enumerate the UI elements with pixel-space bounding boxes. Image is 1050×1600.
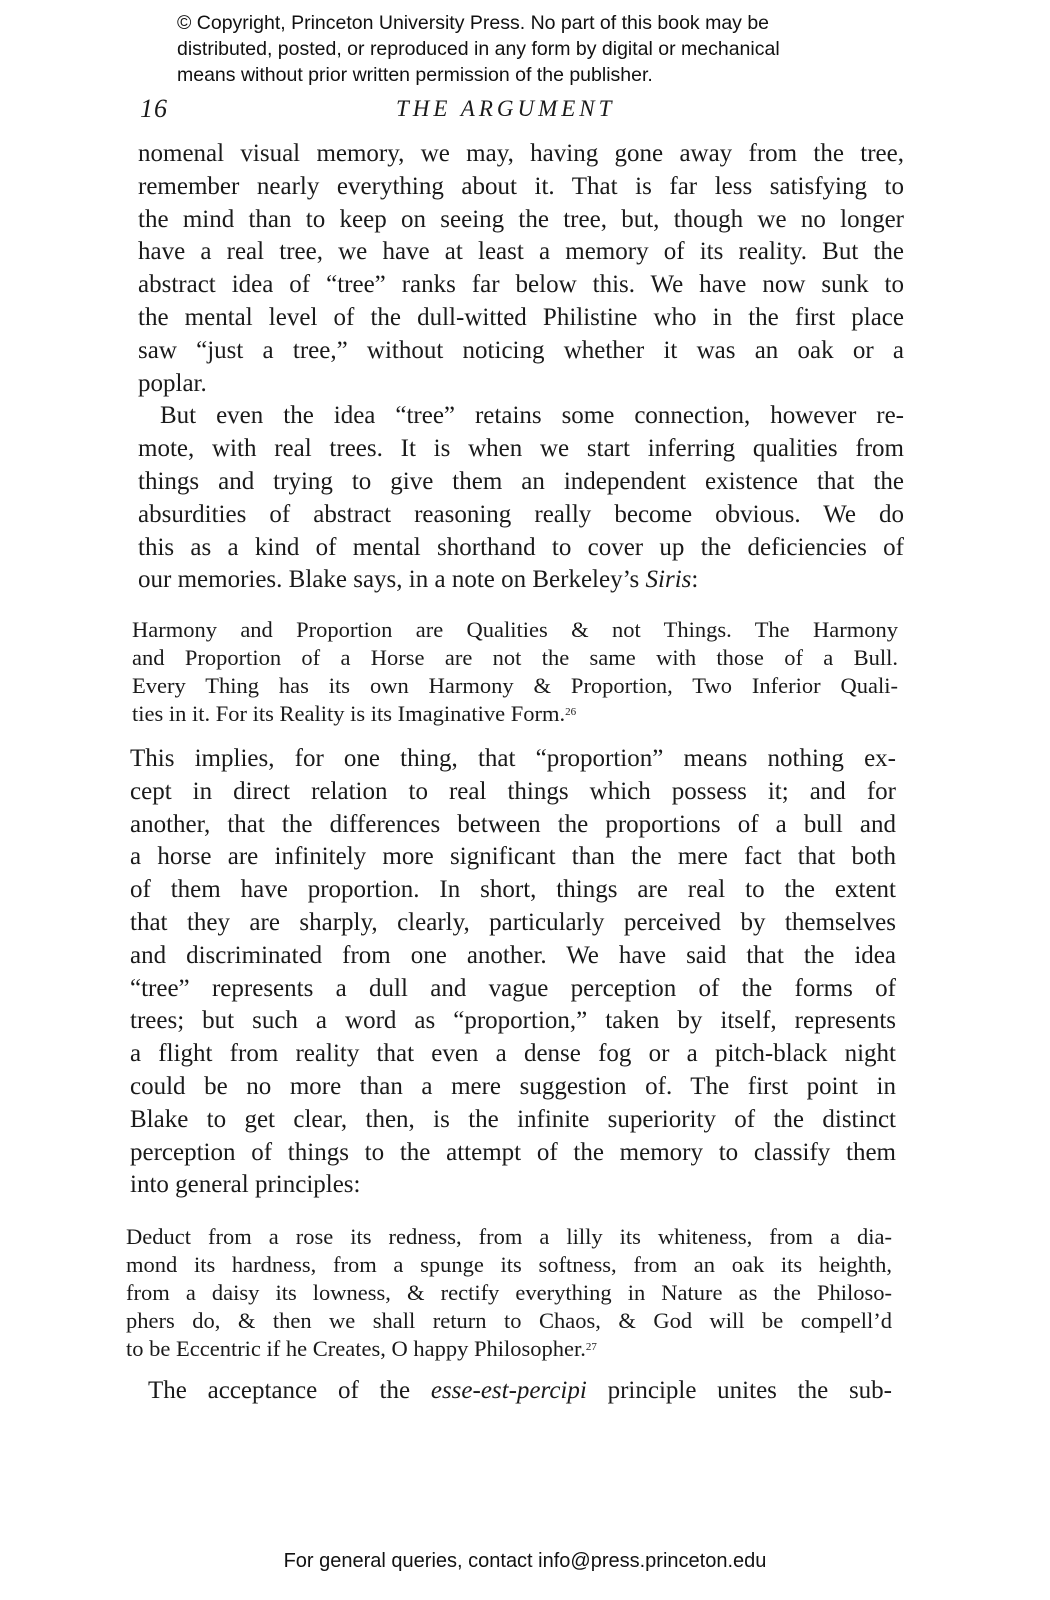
text-line: This implies, for one thing, that “proportion” means nothing ex-: [130, 745, 896, 772]
text-line: Blake to get clear, then, is the infinite superiority of the distinct: [130, 1105, 896, 1133]
text-line: poplar.: [138, 369, 207, 397]
text-fragment: to be Eccentric if he Creates, O happy Philosopher.: [126, 1336, 586, 1361]
text-line: could be no more than a mere suggestion of. The first point in: [130, 1072, 896, 1100]
text-line: that they are sharply, clearly, particularly perceived by themselves: [130, 908, 896, 936]
text-line: “tree” represents a dull and vague perception of the forms of: [130, 974, 896, 1002]
text-line: the mind than to keep on seeing the tree, but, though we no longer: [138, 205, 904, 233]
quote-line: and Proportion of a Horse are not the same with those of a Bull.: [132, 645, 898, 670]
text-line: a flight from reality that even a dense fog or a pitch-black night: [130, 1040, 896, 1068]
text-fragment: The acceptance of the: [148, 1377, 431, 1404]
text-line: things and trying to give them an independent existence that the: [138, 467, 904, 495]
latin-phrase: esse-est-percipi: [430, 1377, 587, 1404]
text-line: have a real tree, we have at least a memory of its reality. But the: [138, 238, 904, 266]
blake-quote-1: [132, 616, 898, 728]
body-paragraphs-1: [138, 138, 904, 597]
quote-line: [132, 700, 898, 728]
quote-line: Every Thing has its own Harmony & Proportion, Two Inferior Quali-: [132, 673, 898, 698]
text-line: cept in direct relation to real things which possess it; and for: [130, 777, 896, 805]
text-line: absurdities of abstract reasoning really become obvious. We do: [138, 500, 904, 528]
text-line: trees; but such a word as “proportion,” taken by itself, represents: [130, 1007, 896, 1035]
text-line: nomenal visual memory, we may, having gone away from the tree,: [138, 140, 904, 167]
text-line: the mental level of the dull-witted Philistine who in the first place: [138, 303, 904, 331]
running-title: THE ARGUMENT: [396, 96, 616, 121]
footer-contact: For general queries, contact info@press.princeton.edu: [283, 1550, 767, 1572]
text-line: mote, with real trees. It is when we start inferring qualities from: [138, 435, 904, 463]
copyright-line: means without prior written permission of the publisher.: [177, 64, 653, 86]
text-line: abstract idea of “tree” ranks far below this. We have now sunk to: [138, 271, 904, 299]
text-line: a horse are infinitely more significant than the mere fact that both: [130, 843, 896, 871]
text-line: But even the idea “tree” retains some connection, however re-: [160, 402, 904, 430]
copyright-line: © Copyright, Princeton University Press. No part of this book may be: [177, 12, 770, 34]
text-line: saw “just a tree,” without noticing whether it was an oak or a: [138, 336, 904, 364]
footnote-ref-27: 27: [585, 1341, 597, 1353]
text-fragment: principle unites the sub-: [586, 1377, 892, 1404]
text-line: this as a kind of mental shorthand to cover up the deficiencies of: [138, 533, 904, 561]
text-line: [138, 564, 904, 597]
text-line: [126, 1375, 892, 1408]
page-number: 16: [140, 94, 168, 123]
quote-line: [126, 1335, 892, 1363]
text-line: and discriminated from one another. We have said that the idea: [130, 941, 896, 969]
text-line: remember nearly everything about it. That is far less satisfying to: [138, 172, 904, 200]
body-paragraph-2: [130, 743, 896, 1202]
quote-line: from a daisy its lowness, & rectify everything in Nature as the Philoso-: [126, 1280, 892, 1305]
text-fragment: :: [691, 566, 699, 594]
book-title-siris: Siris: [645, 566, 692, 594]
quote-line: mond its hardness, from a spunge its softness, from an oak its heighth,: [126, 1252, 892, 1277]
text-line: another, that the differences between the proportions of a bull and: [130, 810, 896, 838]
quote-line: Harmony and Proportion are Qualities & not Things. The Harmony: [132, 617, 898, 642]
footnote-ref-26: 26: [565, 706, 577, 718]
running-head: [140, 94, 920, 128]
quote-line: Deduct from a rose its redness, from a lilly its whiteness, from a dia-: [126, 1224, 892, 1249]
text-line: into general principles:: [130, 1171, 361, 1199]
copyright-notice: [177, 10, 897, 88]
text-fragment: ties in it. For its Reality is its Imaginative Form.: [132, 701, 566, 726]
text-line: perception of things to the attempt of the memory to classify them: [130, 1138, 896, 1166]
blake-quote-2: [126, 1223, 892, 1363]
text-fragment: our memories. Blake says, in a note on Berkeley’s: [138, 566, 646, 594]
quote-line: phers do, & then we shall return to Chaos, & God will be compell’d: [126, 1308, 892, 1333]
body-paragraph-3: [126, 1375, 892, 1408]
copyright-line: distributed, posted, or reproduced in any form by digital or mechanical: [177, 38, 780, 60]
text-line: of them have proportion. In short, things are real to the extent: [130, 876, 896, 904]
